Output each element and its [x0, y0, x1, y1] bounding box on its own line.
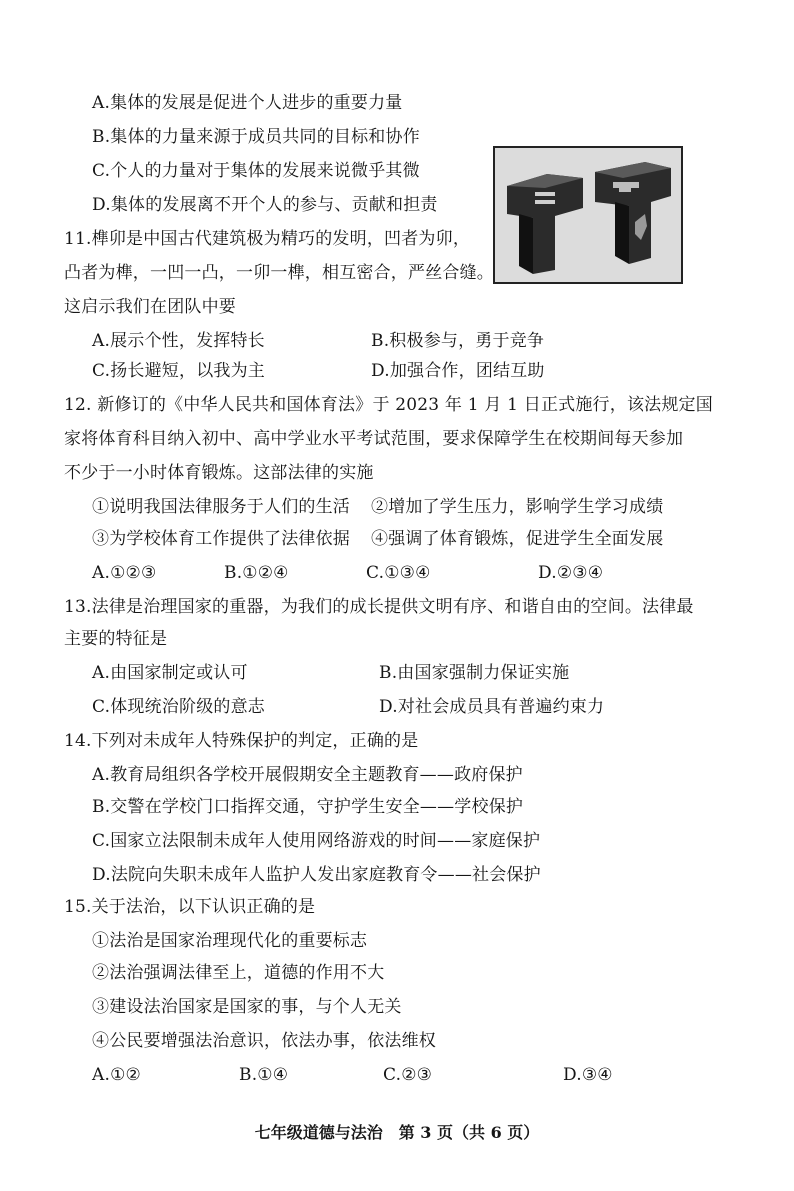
- q14-option-b: B.交警在学校门口指挥交通，守护学生安全——学校保护: [92, 797, 524, 817]
- q12-stem-line-2: 家将体育科目纳入初中、高中学业水平考试范围，要求保障学生在校期间每天参加: [64, 429, 684, 449]
- q12-statement-2: ②增加了学生压力，影响学生学习成绩: [371, 497, 664, 517]
- q11-stem-line-3: 这启示我们在团队中要: [64, 297, 236, 317]
- q15-statement-2: ②法治强调法律至上，道德的作用不大: [92, 963, 385, 983]
- q13-option-a: A.由国家制定或认可: [92, 663, 248, 683]
- q11-stem-line-2: 凸者为榫，一凹一凸，一卯一榫，相互密合，严丝合缝。: [64, 263, 494, 283]
- q12-option-d: D.②③④: [538, 563, 604, 583]
- q11-option-c: C.扬长避短，以我为主: [92, 361, 266, 381]
- q14-option-c: C.国家立法限制未成年人使用网络游戏的时间——家庭保护: [92, 831, 541, 851]
- q12-stem-line-3: 不少于一小时体育锻炼。这部法律的实施: [64, 463, 374, 483]
- q12-option-b: B.①②④: [224, 563, 289, 583]
- q10-option-a: A.集体的发展是促进个人进步的重要力量: [92, 93, 403, 113]
- q13-stem-line-1: 13.法律是治理国家的重器，为我们的成长提供文明有序、和谐自由的空间。法律最: [64, 597, 694, 617]
- q13-option-d: D.对社会成员具有普遍约束力: [379, 697, 605, 717]
- q15-option-a: A.①②: [92, 1065, 141, 1085]
- q11-option-a: A.展示个性，发挥特长: [92, 331, 265, 351]
- q10-option-d: D.集体的发展离不开个人的参与、贡献和担责: [92, 195, 438, 215]
- q12-statement-1: ①说明我国法律服务于人们的生活: [92, 497, 350, 517]
- q15-option-c: C.②③: [383, 1065, 433, 1085]
- q12-statement-3: ③为学校体育工作提供了法律依据: [92, 529, 350, 549]
- q15-option-d: D.③④: [563, 1065, 613, 1085]
- q15-statement-1: ①法治是国家治理现代化的重要标志: [92, 931, 368, 951]
- q13-option-b: B.由国家强制力保证实施: [379, 663, 570, 683]
- q10-option-b: B.集体的力量来源于成员共同的目标和协作: [92, 127, 420, 147]
- q11-option-b: B.积极参与，勇于竞争: [371, 331, 545, 351]
- q15-statement-3: ③建设法治国家是国家的事，与个人无关: [92, 997, 402, 1017]
- q11-stem-line-1: 11.榫卯是中国古代建筑极为精巧的发明，凹者为卯，: [64, 229, 471, 249]
- q13-stem-line-2: 主要的特征是: [64, 629, 168, 649]
- q14-option-d: D.法院向失职未成年人监护人发出家庭教育令——社会保护: [92, 865, 541, 885]
- q13-option-c: C.体现统治阶级的意志: [92, 697, 266, 717]
- q15-stem: 15.关于法治，以下认识正确的是: [64, 897, 316, 917]
- q12-option-a: A.①②③: [92, 563, 157, 583]
- q12-stem-line-1: 12. 新修订的《中华人民共和国体育法》于 2023 年 1 月 1 日正式施行，该法规定国: [64, 395, 713, 415]
- q12-option-c: C.①③④: [366, 563, 431, 583]
- q15-option-b: B.①④: [239, 1065, 289, 1085]
- q12-statement-4: ④强调了体育锻炼，促进学生全面发展: [371, 529, 664, 549]
- q14-option-a: A.教育局组织各学校开展假期安全主题教育——政府保护: [92, 765, 523, 785]
- mortise-tenon-figure: [493, 146, 683, 284]
- mortise-tenon-blocks-icon: [495, 148, 681, 282]
- q14-stem: 14.下列对未成年人特殊保护的判定，正确的是: [64, 731, 419, 751]
- q15-statement-4: ④公民要增强法治意识，依法办事，依法维权: [92, 1031, 436, 1051]
- page-footer: 七年级道德与法治 第 3 页（共 6 页）: [254, 1123, 540, 1142]
- q10-option-c: C.个人的力量对于集体的发展来说微乎其微: [92, 161, 420, 181]
- q11-option-d: D.加强合作，团结互助: [371, 361, 545, 381]
